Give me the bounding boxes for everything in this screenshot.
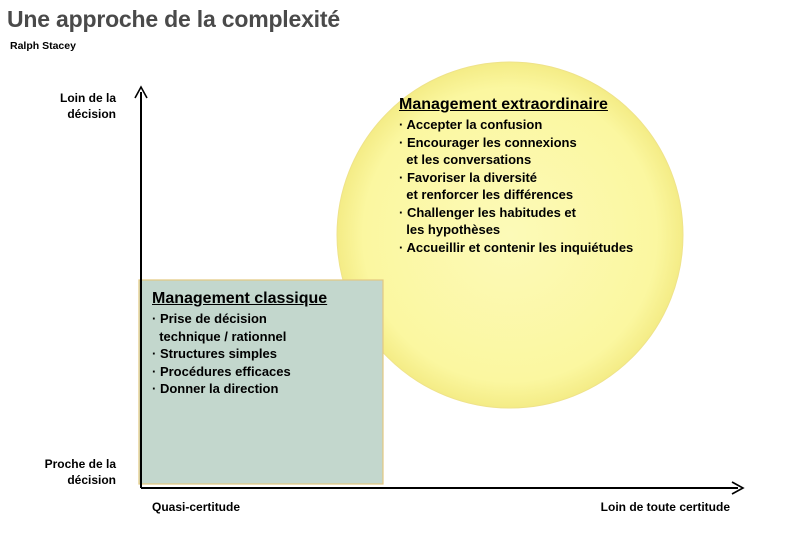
extraordinary-item: · Accueillir et contenir les inquiétudes bbox=[399, 239, 634, 255]
x-axis-right-label: Loin de toute certitude bbox=[600, 500, 730, 514]
page-title: Une approche de la complexité bbox=[7, 6, 340, 32]
y-axis-bottom-label: Proche de la décision bbox=[44, 457, 116, 487]
y-axis-top-label: Loin de la décision bbox=[59, 91, 116, 121]
classic-management-title: Management classique bbox=[152, 290, 328, 307]
extraordinary-management-block bbox=[399, 95, 633, 256]
classic-item: · Procédures efficaces bbox=[152, 363, 291, 379]
extraordinary-item: et les conversations bbox=[399, 152, 532, 167]
extraordinary-item: les hypothèses bbox=[399, 222, 501, 237]
extraordinary-item: · Challenger les habitudes et bbox=[399, 204, 576, 220]
classic-item: · Prise de décision bbox=[152, 311, 267, 326]
extraordinary-item: et renforcer les différences bbox=[399, 187, 574, 202]
extraordinary-item: · Accepter la confusion bbox=[399, 117, 543, 132]
extraordinary-management-title: Management extraordinaire bbox=[399, 96, 608, 113]
x-axis-left-label: Quasi-certitude bbox=[152, 500, 241, 514]
classic-item: · Donner la direction bbox=[152, 381, 279, 396]
classic-management-block bbox=[152, 289, 327, 398]
classic-item: · Structures simples bbox=[152, 346, 277, 361]
extraordinary-item: · Favoriser la diversité bbox=[399, 169, 538, 185]
extraordinary-item: · Encourager les connexions bbox=[399, 134, 577, 150]
page-subtitle: Ralph Stacey bbox=[10, 40, 76, 52]
classic-item: technique / rationnel bbox=[152, 328, 287, 344]
